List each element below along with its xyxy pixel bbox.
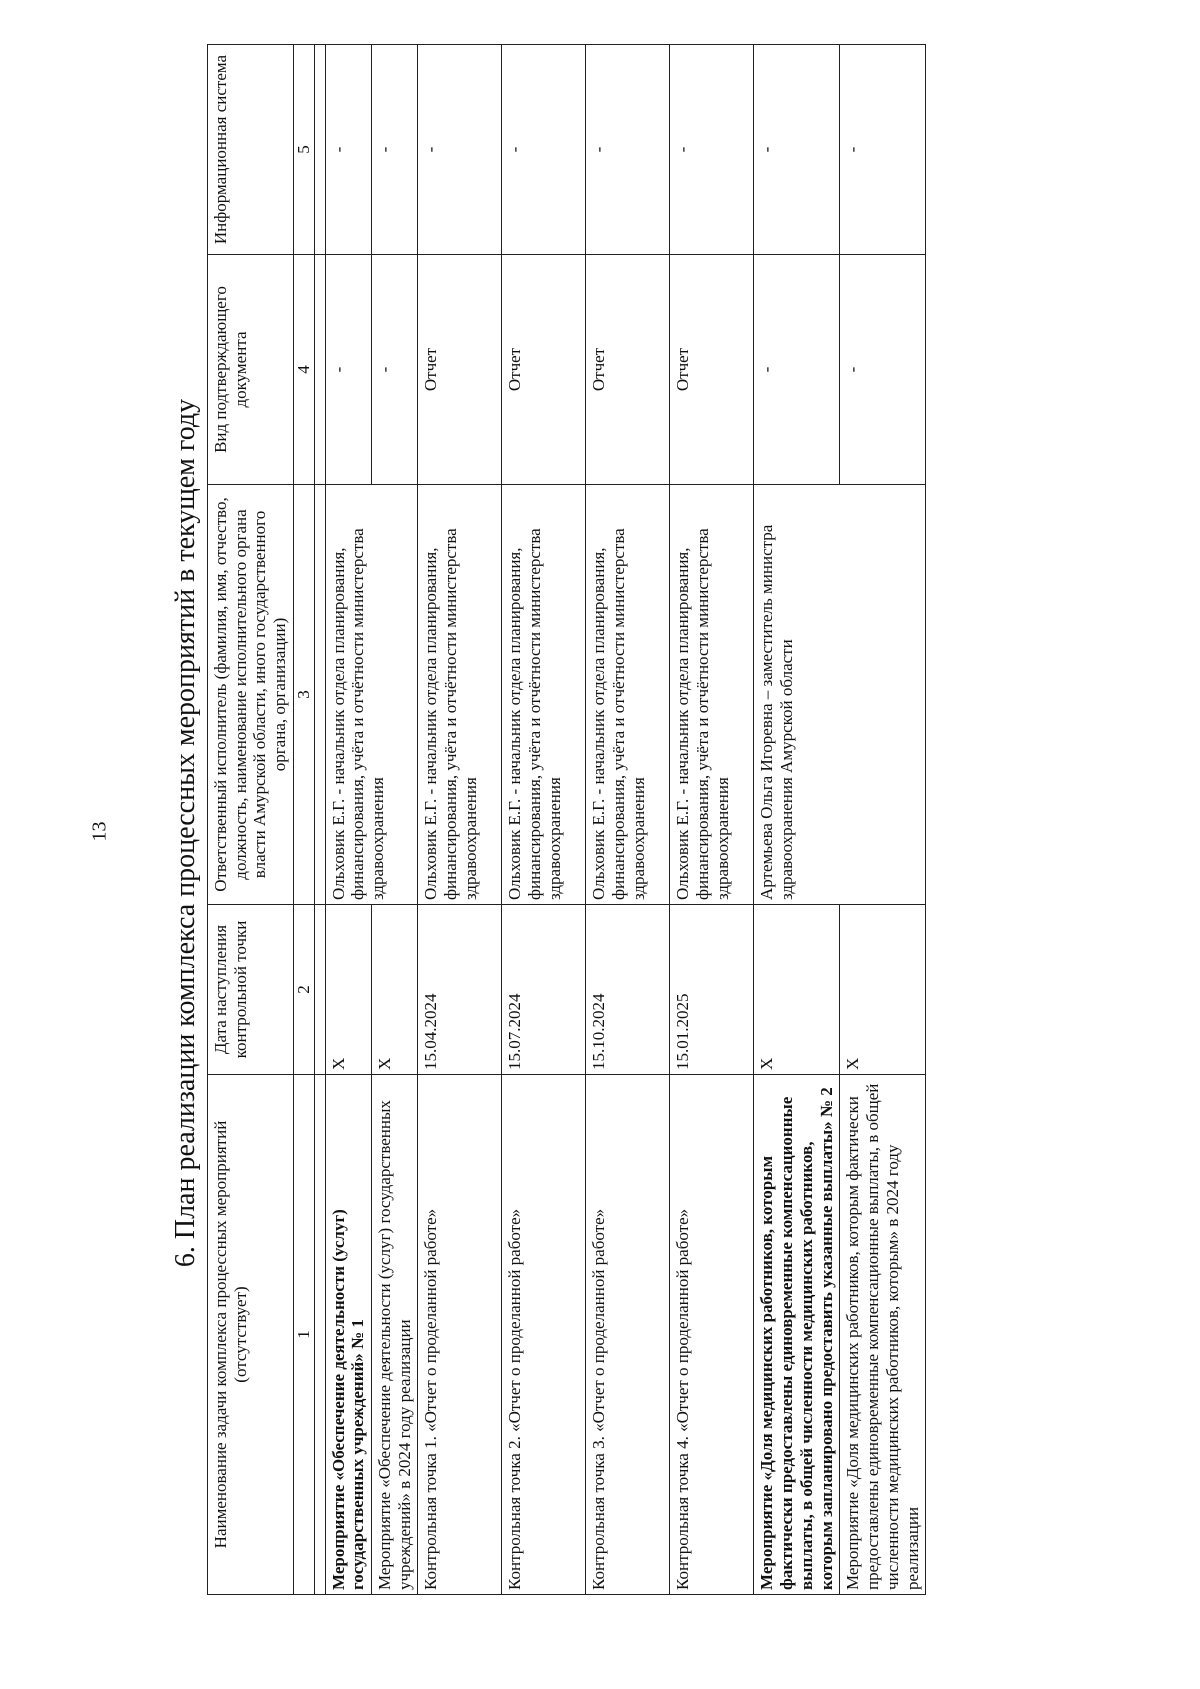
row-date: 15.04.2024: [418, 905, 502, 1075]
row-name: Контрольная точка 4. «Отчет о проделанной работе»: [670, 1075, 754, 1595]
column-number: 5: [293, 45, 314, 255]
table-row: [754, 45, 840, 1595]
header-info-system: Информационная система: [208, 45, 294, 255]
column-number: 2: [293, 905, 314, 1075]
row-name: Контрольная точка 1. «Отчет о проделанной работе»: [418, 1075, 502, 1595]
table-row: [418, 45, 502, 1595]
row-date: Х: [840, 905, 926, 1075]
header-responsible: Ответственный исполнитель (фамилия, имя, отчество, должность, наименование исполнительного органа власти Амурской области, иного государственного органа, организации): [208, 485, 294, 905]
row-document-type: Отчет: [586, 255, 670, 485]
row-document-type: Отчет: [670, 255, 754, 485]
row-name: Мероприятие «Доля медицинских работников, которым фактически предоставлены единовременные компенсационные выплаты, в общей численности медицинских работников, которым запланировано предоставить указанные выплаты» № 2: [754, 1075, 840, 1595]
header-task-name: Наименование задачи комплекса процессных мероприятий (отсутствует): [208, 1075, 294, 1595]
row-responsible: Ольховик Е.Г. - начальник отдела планирования, финансирования, учёта и отчётности министерства здравоохранения: [670, 485, 754, 905]
column-number: 1: [293, 1075, 314, 1595]
row-info-system: -: [840, 45, 926, 255]
process-plan-table: [207, 44, 926, 1595]
row-document-type: -: [840, 255, 926, 485]
row-date: Х: [372, 905, 418, 1075]
row-info-system: -: [325, 45, 371, 255]
row-name: Мероприятие «Обеспечение деятельности (услуг) государственных учреждений» в 2024 году реализации: [372, 1075, 418, 1595]
row-date: Х: [325, 905, 371, 1075]
row-date: Х: [754, 905, 840, 1075]
row-name: Мероприятие «Обеспечение деятельности (услуг) государственных учреждений» № 1: [325, 1075, 371, 1595]
table-row: [586, 45, 670, 1595]
column-number: 3: [293, 485, 314, 905]
row-name: Контрольная точка 2. «Отчет о проделанной работе»: [502, 1075, 586, 1595]
table-row: [502, 45, 586, 1595]
section-title: 6. План реализации комплекса процессных мероприятий в текущем году: [170, 398, 201, 1268]
header-document-type: Вид подтверждающего документа: [208, 255, 294, 485]
row-document-type: -: [372, 255, 418, 485]
row-document-type: -: [754, 255, 840, 485]
row-name: Контрольная точка 3. «Отчет о проделанной работе»: [586, 1075, 670, 1595]
row-document-type: -: [325, 255, 371, 485]
row-info-system: -: [670, 45, 754, 255]
page-number: 13: [88, 821, 111, 842]
row-name: Мероприятие «Доля медицинских работников, которым фактически предоставлены единовременные компенсационные выплаты, в общей численности медицинских работников, которым» в 2024 году реализации: [840, 1075, 926, 1595]
row-info-system: -: [754, 45, 840, 255]
row-document-type: Отчет: [502, 255, 586, 485]
row-responsible: Ольховик Е.Г. - начальник отдела планирования, финансирования, учёта и отчётности министерства здравоохранения: [502, 485, 586, 905]
row-date: 15.07.2024: [502, 905, 586, 1075]
table-row: [325, 45, 371, 1595]
spacer-row: [314, 45, 325, 1595]
rotated-page-content: [165, 33, 1025, 1633]
row-date: 15.10.2024: [586, 905, 670, 1075]
row-responsible: Ольховик Е.Г. - начальник отдела планирования, финансирования, учёта и отчётности министерства здравоохранения: [586, 485, 670, 905]
row-responsible: Артемьева Ольга Игоревна – заместитель министра здравоохранения Амурской области: [754, 485, 926, 905]
row-info-system: -: [372, 45, 418, 255]
row-info-system: -: [502, 45, 586, 255]
row-responsible: Ольховик Е.Г. - начальник отдела планирования, финансирования, учёта и отчётности министерства здравоохранения: [325, 485, 418, 905]
column-number-row: [293, 45, 314, 1595]
row-document-type: Отчет: [418, 255, 502, 485]
column-number: 4: [293, 255, 314, 485]
row-info-system: -: [418, 45, 502, 255]
table-row: [670, 45, 754, 1595]
row-date: 15.01.2025: [670, 905, 754, 1075]
header-date: Дата наступления контрольной точки: [208, 905, 294, 1075]
row-responsible: Ольховик Е.Г. - начальник отдела планирования, финансирования, учёта и отчётности министерства здравоохранения: [418, 485, 502, 905]
row-info-system: -: [586, 45, 670, 255]
header-row: [208, 45, 294, 1595]
